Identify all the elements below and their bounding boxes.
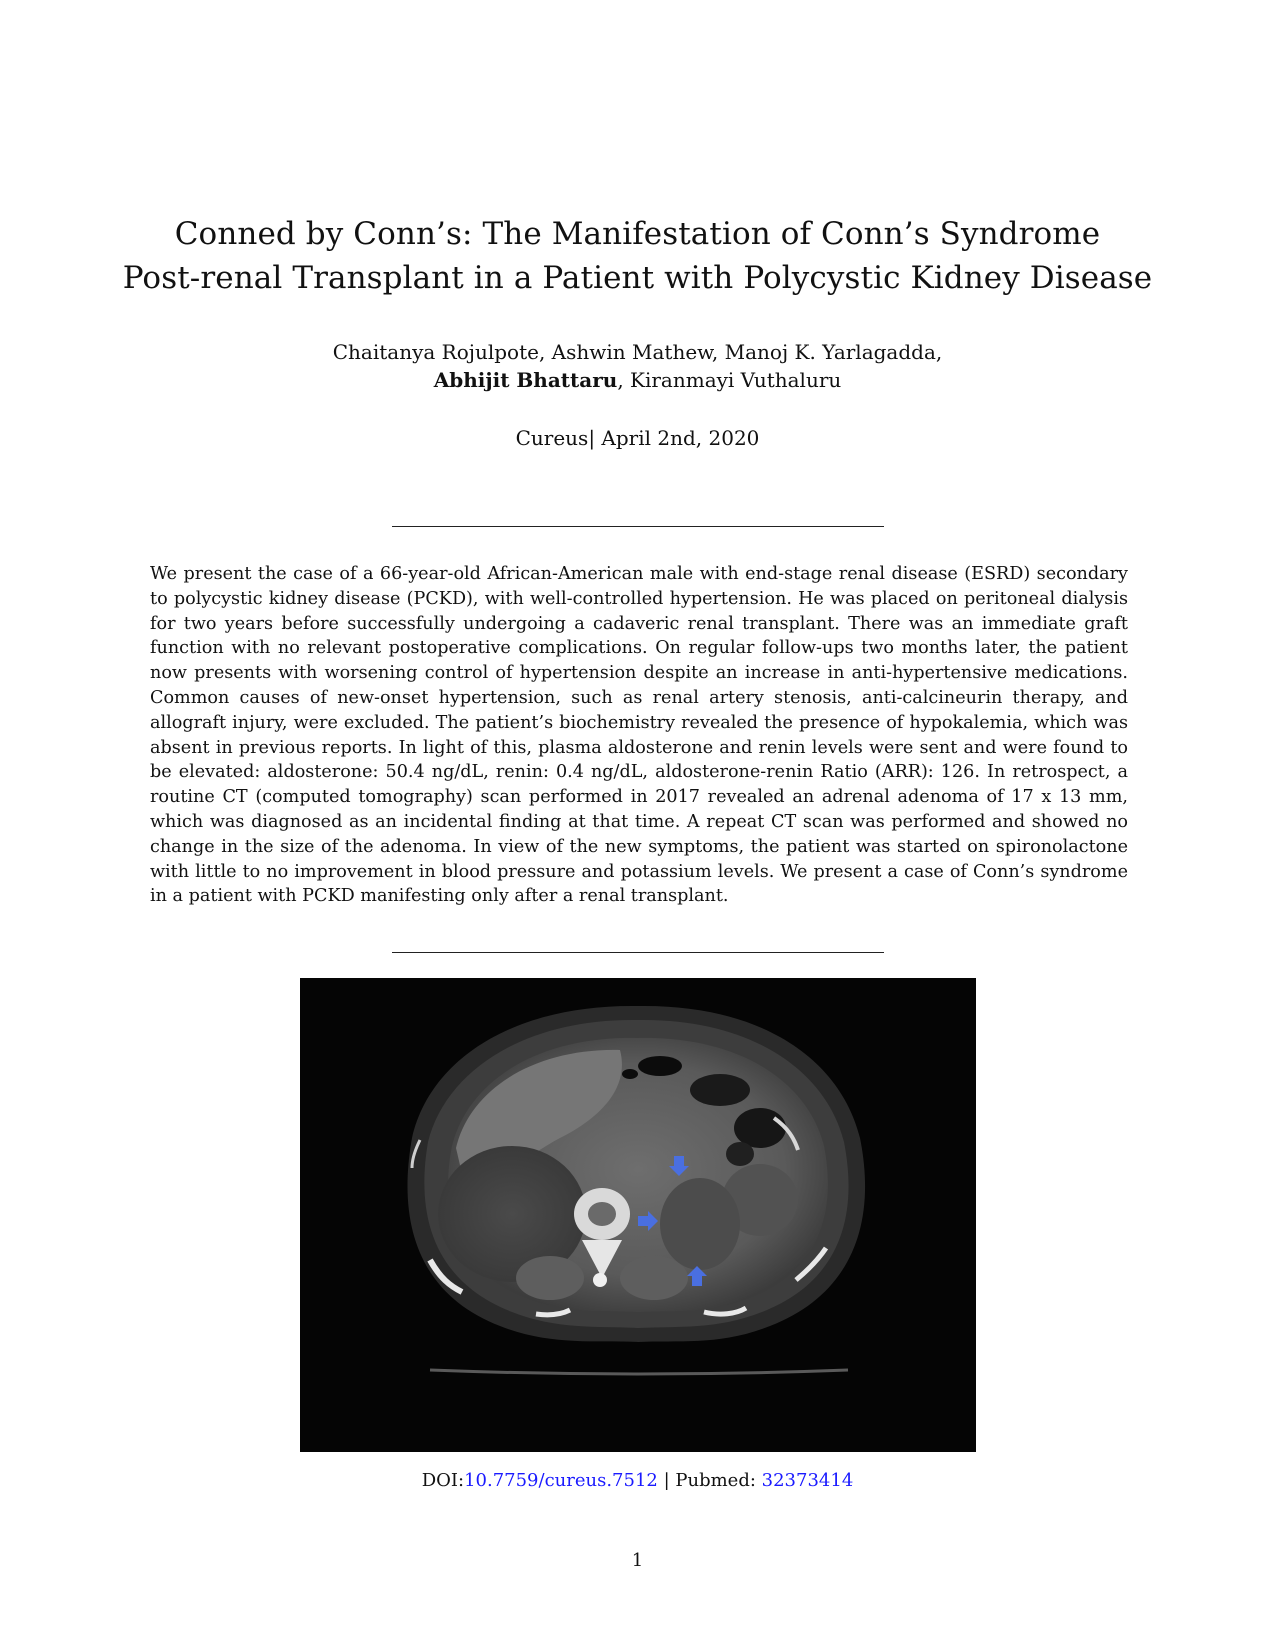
ct-scan-image — [300, 978, 976, 1452]
highlighted-author: Abhijit Bhattaru — [433, 368, 618, 392]
pubmed-label: Pubmed: — [675, 1470, 762, 1491]
pubmed-link[interactable]: 32373414 — [761, 1470, 854, 1491]
authors-line-1: Chaitanya Rojulpote, Ashwin Mathew, Manoj K. Yarlagadda, — [332, 340, 943, 364]
title-line-1: Conned by Conn’s: The Manifestation of Conn’s Syndrome — [174, 216, 1101, 252]
ct-scan-figure — [300, 978, 976, 1452]
citation-links — [0, 1468, 1275, 1494]
authors-line-2-rest: , Kiranmayi Vuthaluru — [617, 368, 842, 392]
doi-link[interactable]: 10.7759/cureus.7512 — [464, 1470, 658, 1491]
abstract: We present the case of a 66-year-old African-American male with end-stage renal disease (ESRD) secondary to polycystic kidney disease (PCKD), with well-controlled hypertension. He was placed on peritoneal dialysis for two years before successfully undergoing a cadaveric renal transplant. There was an immediate graft function with no relevant postoperative complications. On regular follow-ups two months later, the patient now presents with worsening control of hypertension despite an increase in anti-hypertensive medications. Common causes of new-onset hypertension, such as renal artery stenosis, anti-calcineurin therapy, and allograft injury, were excluded. The patient’s biochemistry revealed the presence of hypokalemia, which was absent in previous reports. In light of this, plasma aldosterone and renin levels were sent and were found to be elevated: aldosterone: 50.4 ng/dL, renin: 0.4 ng/dL, aldosterone-renin Ratio (ARR): 126. In retrospect, a routine CT (computed tomography) scan performed in 2017 revealed an adrenal adenoma of 17 x 13 mm, which was diagnosed as an incidental finding at that time. A repeat CT scan was performed and showed no change in the size of the adenoma. In view of the new symptoms, the patient was started on spironolactone with little to no improvement in blood pressure and potassium levels. We present a case of Conn’s syndrome in a patient with PCKD manifesting only after a renal transplant. — [150, 564, 1128, 907]
page-number: 1 — [631, 1550, 644, 1571]
link-separator: | — [657, 1470, 676, 1491]
title-line-2: Post-renal Transplant in a Patient with Polycystic Kidney Disease — [122, 260, 1153, 296]
authors-line-2 — [0, 366, 1275, 394]
doi-label: DOI: — [421, 1470, 465, 1491]
author-list — [0, 338, 1275, 394]
venue-date: Cureus| April 2nd, 2020 — [515, 426, 760, 450]
paper-title — [0, 212, 1275, 300]
bottom-divider — [392, 952, 884, 953]
top-divider — [392, 526, 884, 527]
